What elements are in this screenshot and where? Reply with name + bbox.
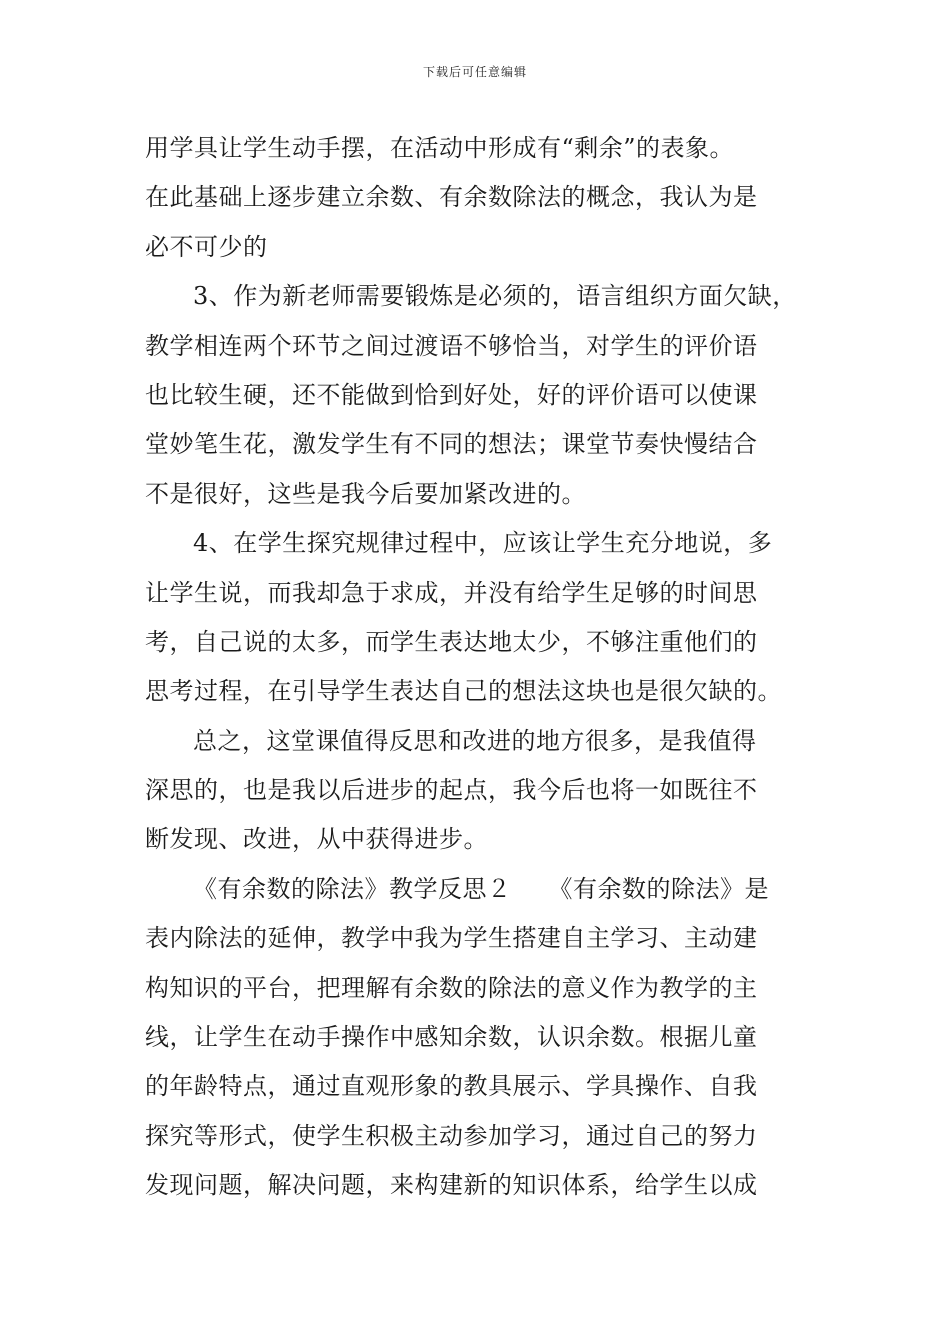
text-line: 也比较生硬，还不能做到恰到好处，好的评价语可以使课	[145, 380, 758, 409]
text-line: 总之，这堂课值得反思和改进的地方很多，是我值得	[193, 726, 757, 755]
text-line: 断发现、改进，从中获得进步。	[145, 825, 488, 854]
text-line: 堂妙笔生花，激发学生有不同的想法；课堂节奏快慢结合	[145, 430, 758, 459]
text-line: 用学具让学生动手摆，在活动中形成有“剩余”的表象。	[145, 134, 735, 162]
text-line: 3、作为新老师需要锻炼是必须的，语言组织方面欠缺，	[193, 282, 797, 311]
text-line: 表内除法的延伸，教学中我为学生搭建自主学习、主动建	[145, 924, 758, 953]
text-line: 让学生说，而我却急于求成，并没有给学生足够的时间思	[145, 578, 758, 607]
text-line: 深思的，也是我以后进步的起点，我今后也将一如既往不	[145, 776, 758, 805]
text-line: 发现问题，解决问题，来构建新的知识体系，给学生以成	[145, 1171, 758, 1200]
text-line: 的年龄特点，通过直观形象的教具展示、学具操作、自我	[145, 1072, 758, 1101]
text-line: 在此基础上逐步建立余数、有余数除法的概念，我认为是	[145, 183, 758, 212]
text-line: 教学相连两个环节之间过渡语不够恰当，对学生的评价语	[145, 331, 758, 360]
text-line: 思考过程，在引导学生表达自己的想法这块也是很欠缺的。	[145, 677, 782, 706]
text-line: 考，自己说的太多，而学生表达地太少，不够注重他们的	[145, 627, 758, 656]
text-line: 构知识的平台，把理解有余数的除法的意义作为教学的主	[145, 973, 758, 1002]
text-line: 《有余数的除法》教学反思２ 《有余数的除法》是	[193, 874, 769, 903]
text-line: 不是很好，这些是我今后要加紧改进的。	[145, 479, 586, 508]
text-line: 必不可少的	[145, 232, 268, 261]
text-line: 4、在学生探究规律过程中，应该让学生充分地说，多	[193, 529, 773, 558]
page-header: 下载后可任意编辑	[422, 65, 527, 79]
text-line: 探究等形式，使学生积极主动参加学习，通过自己的努力	[145, 1121, 758, 1150]
text-line: 线，让学生在动手操作中感知余数，认识余数。根据儿童	[145, 1023, 758, 1052]
document-body	[145, 124, 835, 1211]
